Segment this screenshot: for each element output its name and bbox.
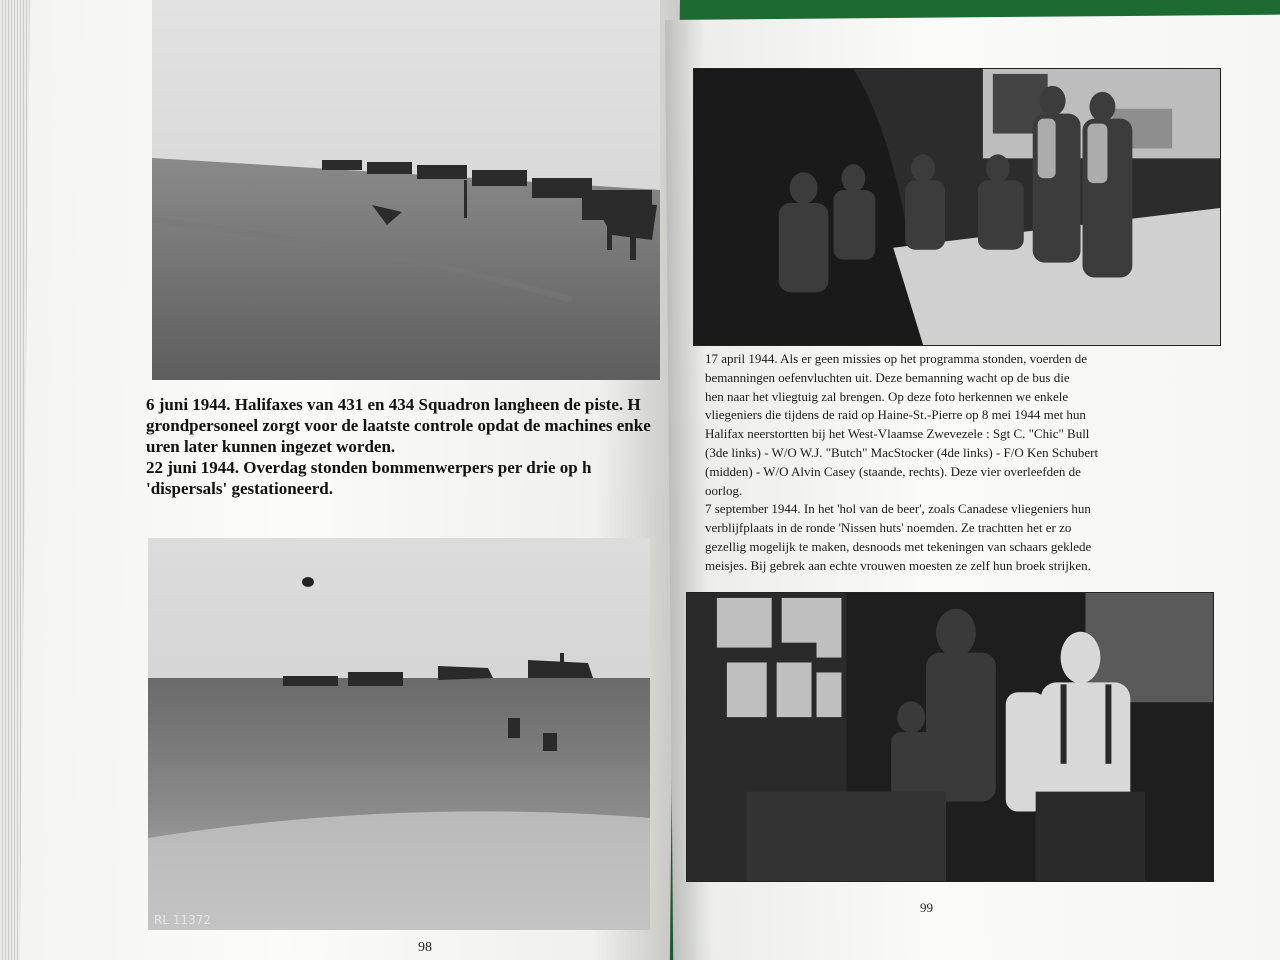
caption-line: bemanningen oefenvluchten uit. Deze bemanning wacht op de bus die [705, 369, 1070, 385]
right-page-caption [705, 350, 1225, 576]
caption-line: oorlog. [705, 482, 743, 498]
caption-line: 22 juni 1944. Overdag stonden bommenwerpers per drie op h [146, 458, 592, 477]
caption-line: 7 september 1944. In het 'hol van de beer', zoals Canadese vliegeniers hun [705, 501, 1091, 517]
caption-line: 'dispersals' gestationeerd. [146, 479, 333, 498]
caption-line: (midden) - W/O Alvin Casey (staande, rechts). Deze vier overleefden de [705, 463, 1081, 479]
caption-line: hen naar het vliegtuig zal brengen. Op deze foto herkennen we enkele [705, 388, 1069, 404]
photo-marking: RL 11372 [154, 913, 212, 927]
page-number-right: 99 [920, 900, 933, 915]
caption-line: (3de links) - W/O W.J. "Butch" MacStocker (4de links) - F/O Ken Schubert [705, 444, 1099, 460]
caption-line: Halifax neerstortten bij het West-Vlaamse Zwevezele : Sgt C. "Chic" Bull [705, 426, 1090, 442]
caption-line: grondpersoneel zorgt voor de laatste controle opdat de machines enke [146, 416, 651, 435]
photo-crew-waiting [693, 68, 1221, 346]
caption-line: 6 juni 1944. Halifaxes van 431 en 434 Squadron langheen de piste. H [146, 395, 641, 414]
photo-halifaxes-on-airfield [152, 0, 660, 380]
page-number-left: 98 [418, 940, 432, 955]
left-page-caption [146, 394, 660, 499]
caption-line: gezellig mogelijk te maken, desnoods met tekeningen van schaars geklede [705, 538, 1092, 554]
caption-line: 17 april 1944. Als er geen missies op het programma stonden, voerden de [705, 351, 1087, 366]
caption-line: vliegeniers die tijdens de raid op Haine-St.-Pierre op 8 mei 1944 met hun [705, 407, 1086, 423]
photo-nissen-hut-interior [686, 592, 1214, 882]
caption-line: uren later kunnen ingezet worden. [146, 437, 396, 456]
caption-line: meisjes. Bij gebrek aan echte vrouwen moesten ze zelf hun broek strijken. [705, 557, 1091, 573]
photo-bombers-at-dispersals [148, 538, 650, 930]
caption-line: verblijfplaats in de ronde 'Nissen huts' noemden. Ze trachtten het er zo [705, 520, 1072, 536]
